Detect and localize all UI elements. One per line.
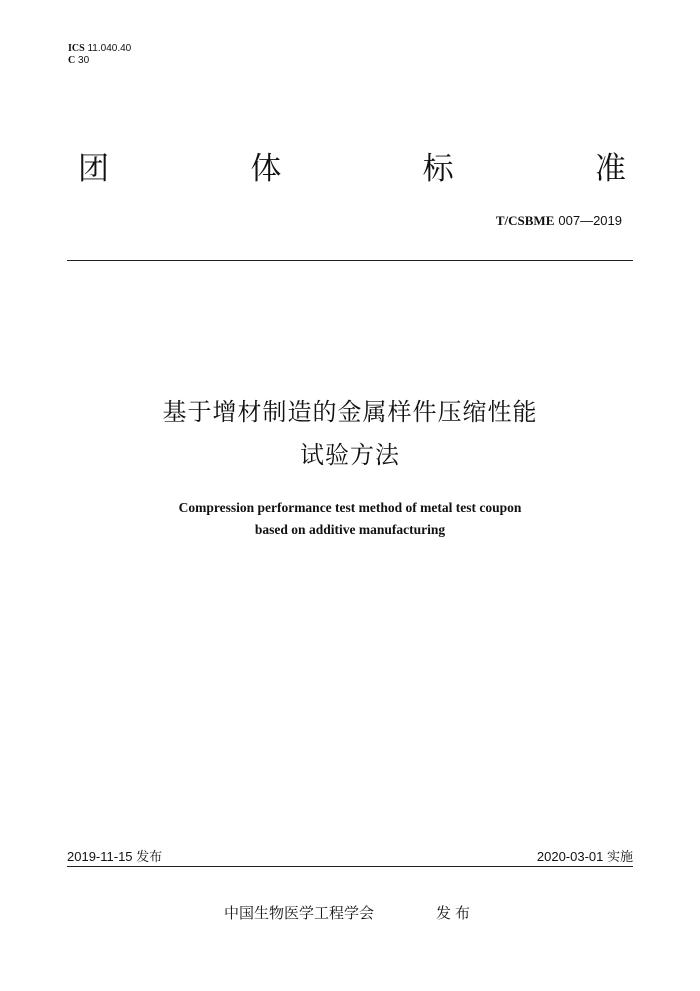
chinese-title-line-2: 试验方法	[300, 441, 400, 469]
standard-number	[496, 213, 622, 229]
implementation-date: 2020-03-01 实施	[536, 849, 633, 864]
chinese-title-line-1: 基于增材制造的金属样件压缩性能	[162, 398, 538, 426]
ics-label: ICS	[68, 43, 85, 54]
ccs-label: C	[68, 55, 76, 66]
bottom-divider	[67, 866, 633, 867]
standard-type-char: 团	[78, 151, 109, 187]
standard-type-char: 体	[250, 151, 282, 187]
english-title-line-1: Compression performance test method of metal test coupon	[178, 500, 522, 515]
ics-line	[68, 43, 131, 55]
issue-date: 2019-11-15 发布	[67, 849, 163, 864]
ccs-line	[68, 55, 131, 67]
ics-block	[68, 43, 131, 67]
standard-number-value: 007—2019	[558, 213, 622, 228]
standard-type-char: 标	[422, 151, 454, 187]
english-title-line-2: based on additive manufacturing	[254, 522, 446, 537]
ics-code: 11.040.40	[87, 43, 132, 54]
ccs-code: 30	[78, 55, 90, 66]
standard-number-prefix: T/CSBME	[495, 213, 555, 228]
publish-label: 发布	[436, 904, 475, 922]
top-divider	[67, 260, 633, 261]
publisher-name: 中国生物医学工程学会	[224, 904, 375, 922]
standard-type-heading	[78, 143, 626, 188]
standard-type-char: 准	[594, 151, 626, 187]
